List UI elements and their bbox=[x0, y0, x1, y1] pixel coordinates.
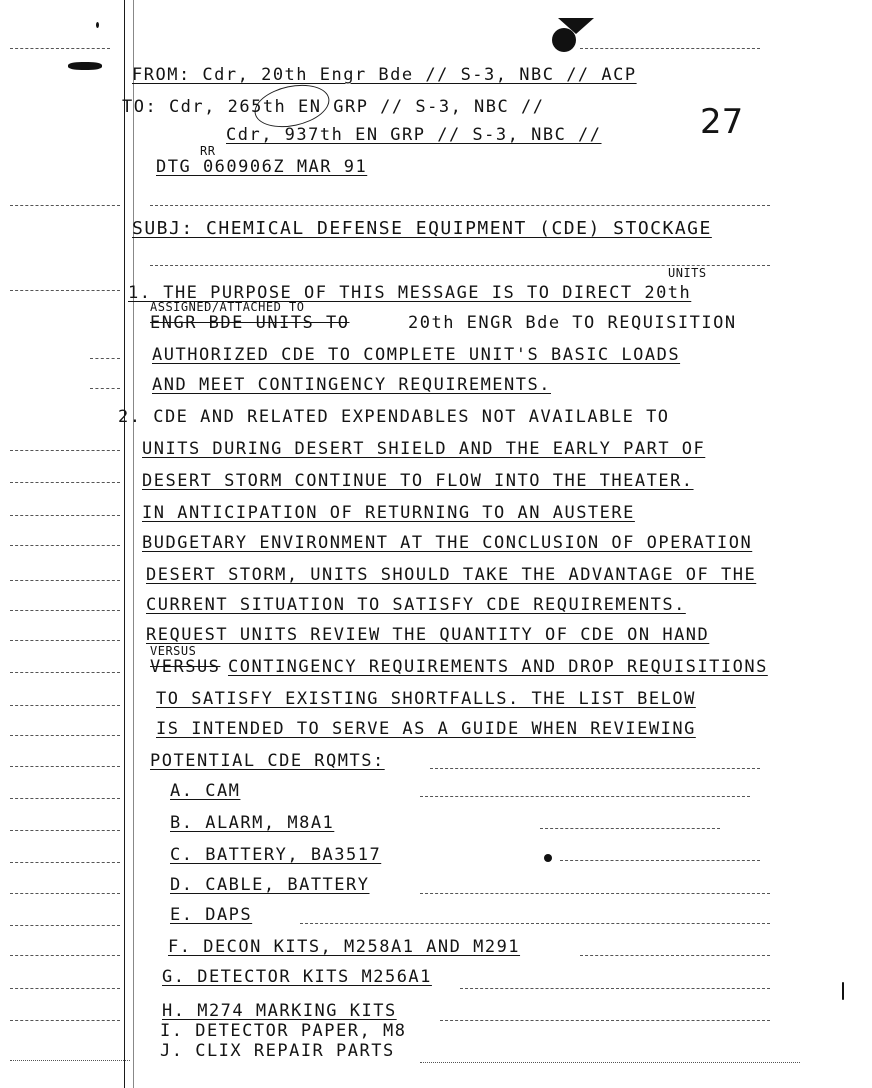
list-item: J. CLIX REPAIR PARTS bbox=[160, 1041, 395, 1061]
ruled-line bbox=[10, 482, 120, 483]
ruled-line bbox=[10, 545, 120, 546]
ruled-line bbox=[10, 610, 120, 611]
ruled-line bbox=[460, 988, 770, 989]
ruled-line bbox=[300, 923, 770, 924]
ink-dot bbox=[96, 22, 99, 28]
ruled-line bbox=[10, 893, 120, 894]
para1-line3: AUTHORIZED CDE TO COMPLETE UNIT'S BASIC LOADS bbox=[152, 345, 681, 365]
list-item: B. ALARM, M8A1 bbox=[170, 813, 335, 833]
ruled-line bbox=[10, 205, 120, 206]
ruled-line bbox=[10, 48, 110, 49]
ruled-line bbox=[440, 1020, 770, 1021]
from-line: FROM: Cdr, 20th Engr Bde // S-3, NBC // ACP bbox=[132, 65, 637, 85]
ruled-line bbox=[430, 768, 760, 769]
ruled-line bbox=[10, 640, 120, 641]
para2-line11: IS INTENDED TO SERVE AS A GUIDE WHEN REVIEWING bbox=[156, 719, 696, 739]
ruled-line bbox=[10, 1060, 130, 1061]
ruled-line bbox=[150, 205, 770, 206]
para2-line: 2. CDE AND RELATED EXPENDABLES NOT AVAILABLE TO bbox=[118, 407, 670, 427]
subject-line: SUBJ: CHEMICAL DEFENSE EQUIPMENT (CDE) STOCKAGE bbox=[132, 218, 712, 239]
ruled-line bbox=[10, 515, 120, 516]
list-item: G. DETECTOR KITS M256A1 bbox=[162, 967, 432, 987]
ruled-line bbox=[90, 388, 120, 389]
inner-margin-line bbox=[133, 0, 134, 1088]
ink-dot bbox=[842, 982, 844, 1000]
ruled-line bbox=[580, 955, 770, 956]
para2-line9: CONTINGENCY REQUIREMENTS AND DROP REQUISITIONS bbox=[228, 657, 768, 677]
ruled-line bbox=[10, 798, 120, 799]
left-margin-line bbox=[124, 0, 125, 1088]
para1-struck-text: ENGR BDE UNITS TO bbox=[150, 313, 350, 333]
to-line-2: Cdr, 937th EN GRP // S-3, NBC // bbox=[226, 125, 602, 145]
ruled-line bbox=[10, 705, 120, 706]
para2-line12: POTENTIAL CDE RQMTS: bbox=[150, 751, 385, 771]
ruled-line bbox=[90, 358, 120, 359]
list-item: I. DETECTOR PAPER, M8 bbox=[160, 1021, 407, 1041]
ruled-line bbox=[10, 672, 120, 673]
list-item: C. BATTERY, BA3517 bbox=[170, 845, 382, 865]
dtg-line: DTG 060906Z MAR 91 bbox=[156, 157, 368, 177]
ruled-line bbox=[10, 988, 120, 989]
list-item: D. CABLE, BATTERY bbox=[170, 875, 370, 895]
ruled-line bbox=[420, 796, 750, 797]
page-number: 27 bbox=[700, 102, 744, 142]
dtg-marker: RR bbox=[200, 144, 216, 158]
ruled-line bbox=[10, 925, 120, 926]
binder-hole bbox=[552, 28, 576, 52]
ruled-line bbox=[10, 955, 120, 956]
ruled-line bbox=[420, 893, 770, 894]
para1-line2: 20th ENGR Bde TO REQUISITION bbox=[408, 313, 737, 333]
ruled-line bbox=[10, 290, 120, 291]
ruled-line bbox=[580, 48, 760, 49]
ruled-line bbox=[10, 830, 120, 831]
ink-dot bbox=[544, 854, 552, 862]
para2-line: BUDGETARY ENVIRONMENT AT THE CONCLUSION OF OPERATION bbox=[142, 533, 753, 553]
insert-units: UNITS bbox=[668, 266, 707, 280]
para1-line4: AND MEET CONTINGENCY REQUIREMENTS. bbox=[152, 375, 551, 395]
to-line-1: TO: Cdr, 265th EN GRP // S-3, NBC // bbox=[122, 97, 545, 117]
ruled-line bbox=[10, 766, 120, 767]
para2-line: IN ANTICIPATION OF RETURNING TO AN AUSTERE bbox=[142, 503, 635, 523]
ruled-line bbox=[540, 828, 720, 829]
ruled-line bbox=[560, 860, 760, 861]
ruled-line bbox=[10, 735, 120, 736]
versus-struck: VERSUS bbox=[150, 657, 221, 677]
para2-line: CURRENT SITUATION TO SATISFY CDE REQUIREMENTS. bbox=[146, 595, 686, 615]
para1-line1: 1. THE PURPOSE OF THIS MESSAGE IS TO DIRECT 20th bbox=[128, 283, 692, 303]
ruled-line bbox=[10, 1020, 120, 1021]
para2-line: DESERT STORM CONTINUE TO FLOW INTO THE THEATER. bbox=[142, 471, 694, 491]
list-item: F. DECON KITS, M258A1 AND M291 bbox=[168, 937, 521, 957]
para2-line: REQUEST UNITS REVIEW THE QUANTITY OF CDE ON HAND bbox=[146, 625, 710, 645]
para2-line: DESERT STORM, UNITS SHOULD TAKE THE ADVANTAGE OF THE bbox=[146, 565, 757, 585]
para2-line: UNITS DURING DESERT SHIELD AND THE EARLY PART OF bbox=[142, 439, 706, 459]
pen-smudge bbox=[68, 62, 102, 70]
insert-versus: VERSUS bbox=[150, 644, 197, 658]
insert-assigned: ASSIGNED/ATTACHED TO bbox=[150, 300, 305, 314]
ruled-line bbox=[420, 1062, 800, 1063]
ruled-line bbox=[10, 862, 120, 863]
list-item: E. DAPS bbox=[170, 905, 253, 925]
ruled-line bbox=[10, 450, 120, 451]
list-item: H. M274 MARKING KITS bbox=[162, 1001, 397, 1021]
ruled-line bbox=[10, 580, 120, 581]
list-item: A. CAM bbox=[170, 781, 241, 801]
para2-line10: TO SATISFY EXISTING SHORTFALLS. THE LIST BELOW bbox=[156, 689, 696, 709]
